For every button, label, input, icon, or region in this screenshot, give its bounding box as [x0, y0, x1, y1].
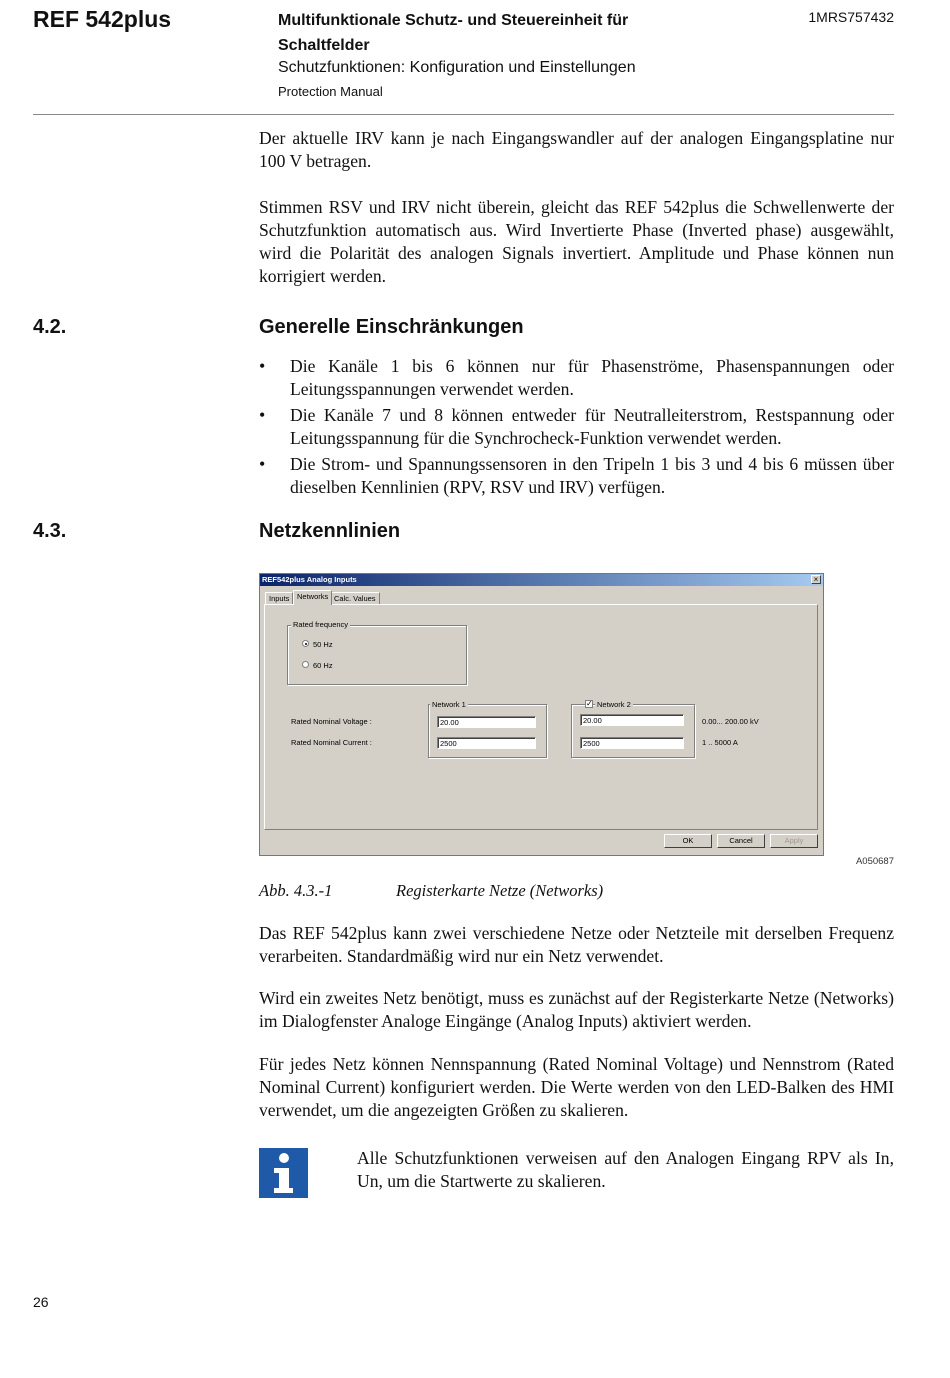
- rated-nominal-current-label: Rated Nominal Current :: [291, 738, 372, 747]
- radio-50hz-label: 50 Hz: [313, 640, 333, 649]
- section-number: 4.2.: [33, 316, 67, 338]
- rated-frequency-group: [287, 625, 467, 685]
- network2-label: Network 2: [597, 700, 631, 709]
- radio-60hz[interactable]: [302, 661, 309, 668]
- analog-inputs-dialog: [259, 573, 824, 856]
- figure-caption-number: Abb. 4.3.-1: [259, 881, 333, 900]
- network1-group: [428, 704, 547, 758]
- tab-calc-values[interactable]: Calc. Values: [330, 592, 380, 604]
- list-item: • Die Kanäle 7 und 8 können entweder für Neutralleiterstrom, Restspannung oder Leitungsspannung für die Synchrocheck-Funktion verwendet werden.: [259, 404, 894, 450]
- list-item: • Die Kanäle 1 bis 6 können nur für Phasenströme, Phasenspannungen oder Leitungsspannungen verwendet werden.: [259, 355, 894, 401]
- list-item: • Die Strom- und Spannungssensoren in den Tripeln 1 bis 3 und 4 bis 6 müssen über dieselben Kennlinien (RPV, RSV und IRV) verfügen.: [259, 453, 894, 499]
- info-icon: [259, 1148, 308, 1198]
- dialog-title: REF542plus Analog Inputs: [262, 575, 357, 584]
- network1-label: Network 1: [432, 700, 466, 709]
- dialog-titlebar: [260, 574, 823, 586]
- section-number: 4.3.: [33, 520, 67, 542]
- network1-current-input[interactable]: 2500: [437, 737, 536, 749]
- header-manual-name: Protection Manual: [278, 84, 383, 99]
- page-number: 26: [33, 1294, 49, 1310]
- header-title: Multifunktionale Schutz- und Steuereinheit für Schaltfelder: [278, 12, 629, 54]
- document-number: 1MRS757432: [808, 9, 894, 25]
- network1-voltage-input[interactable]: 20.00: [437, 716, 536, 728]
- figure-caption-text: Registerkarte Netze (Networks): [396, 881, 604, 900]
- body-paragraph-2: Wird ein zweites Netz benötigt, muss es zunächst auf der Registerkarte Netze (Networks) im Dialogfenster Analoge Eingänge (Analog Inputs) aktiviert werden.: [259, 988, 894, 1031]
- network2-group: [571, 704, 695, 758]
- section-heading: Netzkennlinien: [259, 520, 401, 542]
- rated-nominal-voltage-label: Rated Nominal Voltage :: [291, 717, 372, 726]
- ok-button[interactable]: OK: [664, 834, 712, 848]
- restrictions-list: [259, 355, 894, 502]
- header-divider: [33, 114, 894, 115]
- radio-60hz-label: 60 Hz: [313, 661, 333, 670]
- intro-paragraph-2: Stimmen RSV und IRV nicht überein, gleicht das REF 542plus die Schwellenwerte der Schutzfunktion automatisch aus. Wird Invertierte Phase (Inverted phase) ausgewählt, wird die Polarität des analogen Signals invertiert. Amplitude und Phase können nun korrigiert werden.: [259, 197, 894, 286]
- info-icon-glyph: [259, 1148, 308, 1198]
- intro-paragraph-1: Der aktuelle IRV kann je nach Eingangswandler auf der analogen Eingangsplatine nur 100 V betragen.: [259, 128, 894, 171]
- section-heading: Generelle Einschränkungen: [259, 316, 524, 338]
- header-subtitle: Schutzfunktionen: Konfiguration und Einstellungen: [278, 59, 636, 76]
- body-paragraph-1: Das REF 542plus kann zwei verschiedene Netze oder Netzteile mit derselben Frequenz verarbeiten. Standardmäßig wird nur ein Netz verwendet.: [259, 923, 894, 966]
- network2-current-input[interactable]: 2500: [580, 737, 684, 749]
- close-icon[interactable]: ×: [811, 575, 821, 584]
- body-paragraph-3: Für jedes Netz können Nennspannung (Rated Nominal Voltage) und Nennstrom (Rated Nominal Current) konfiguriert werden. Die Werte werden von den LED-Balken des HMI verwendet, um die angezeigten Größen zu skalieren.: [259, 1054, 894, 1120]
- network2-voltage-input[interactable]: 20.00: [580, 714, 684, 726]
- tab-inputs[interactable]: Inputs: [265, 592, 293, 604]
- figure-code: A050687: [855, 856, 894, 867]
- voltage-range-hint: 0.00... 200.00 kV: [702, 717, 759, 726]
- current-range-hint: 1 .. 5000 A: [702, 738, 738, 747]
- product-name: REF 542plus: [33, 6, 172, 32]
- tab-networks[interactable]: Networks: [293, 590, 332, 605]
- cancel-button[interactable]: Cancel: [717, 834, 765, 848]
- rated-frequency-label: Rated frequency: [293, 620, 349, 629]
- radio-50hz[interactable]: [302, 640, 309, 647]
- network2-checkbox[interactable]: ✓: [586, 699, 593, 708]
- apply-button[interactable]: Apply: [770, 834, 818, 848]
- note-text: Alle Schutzfunktionen verweisen auf den Analogen Eingang RPV als In, Un, um die Startwerte zu skalieren.: [357, 1148, 894, 1191]
